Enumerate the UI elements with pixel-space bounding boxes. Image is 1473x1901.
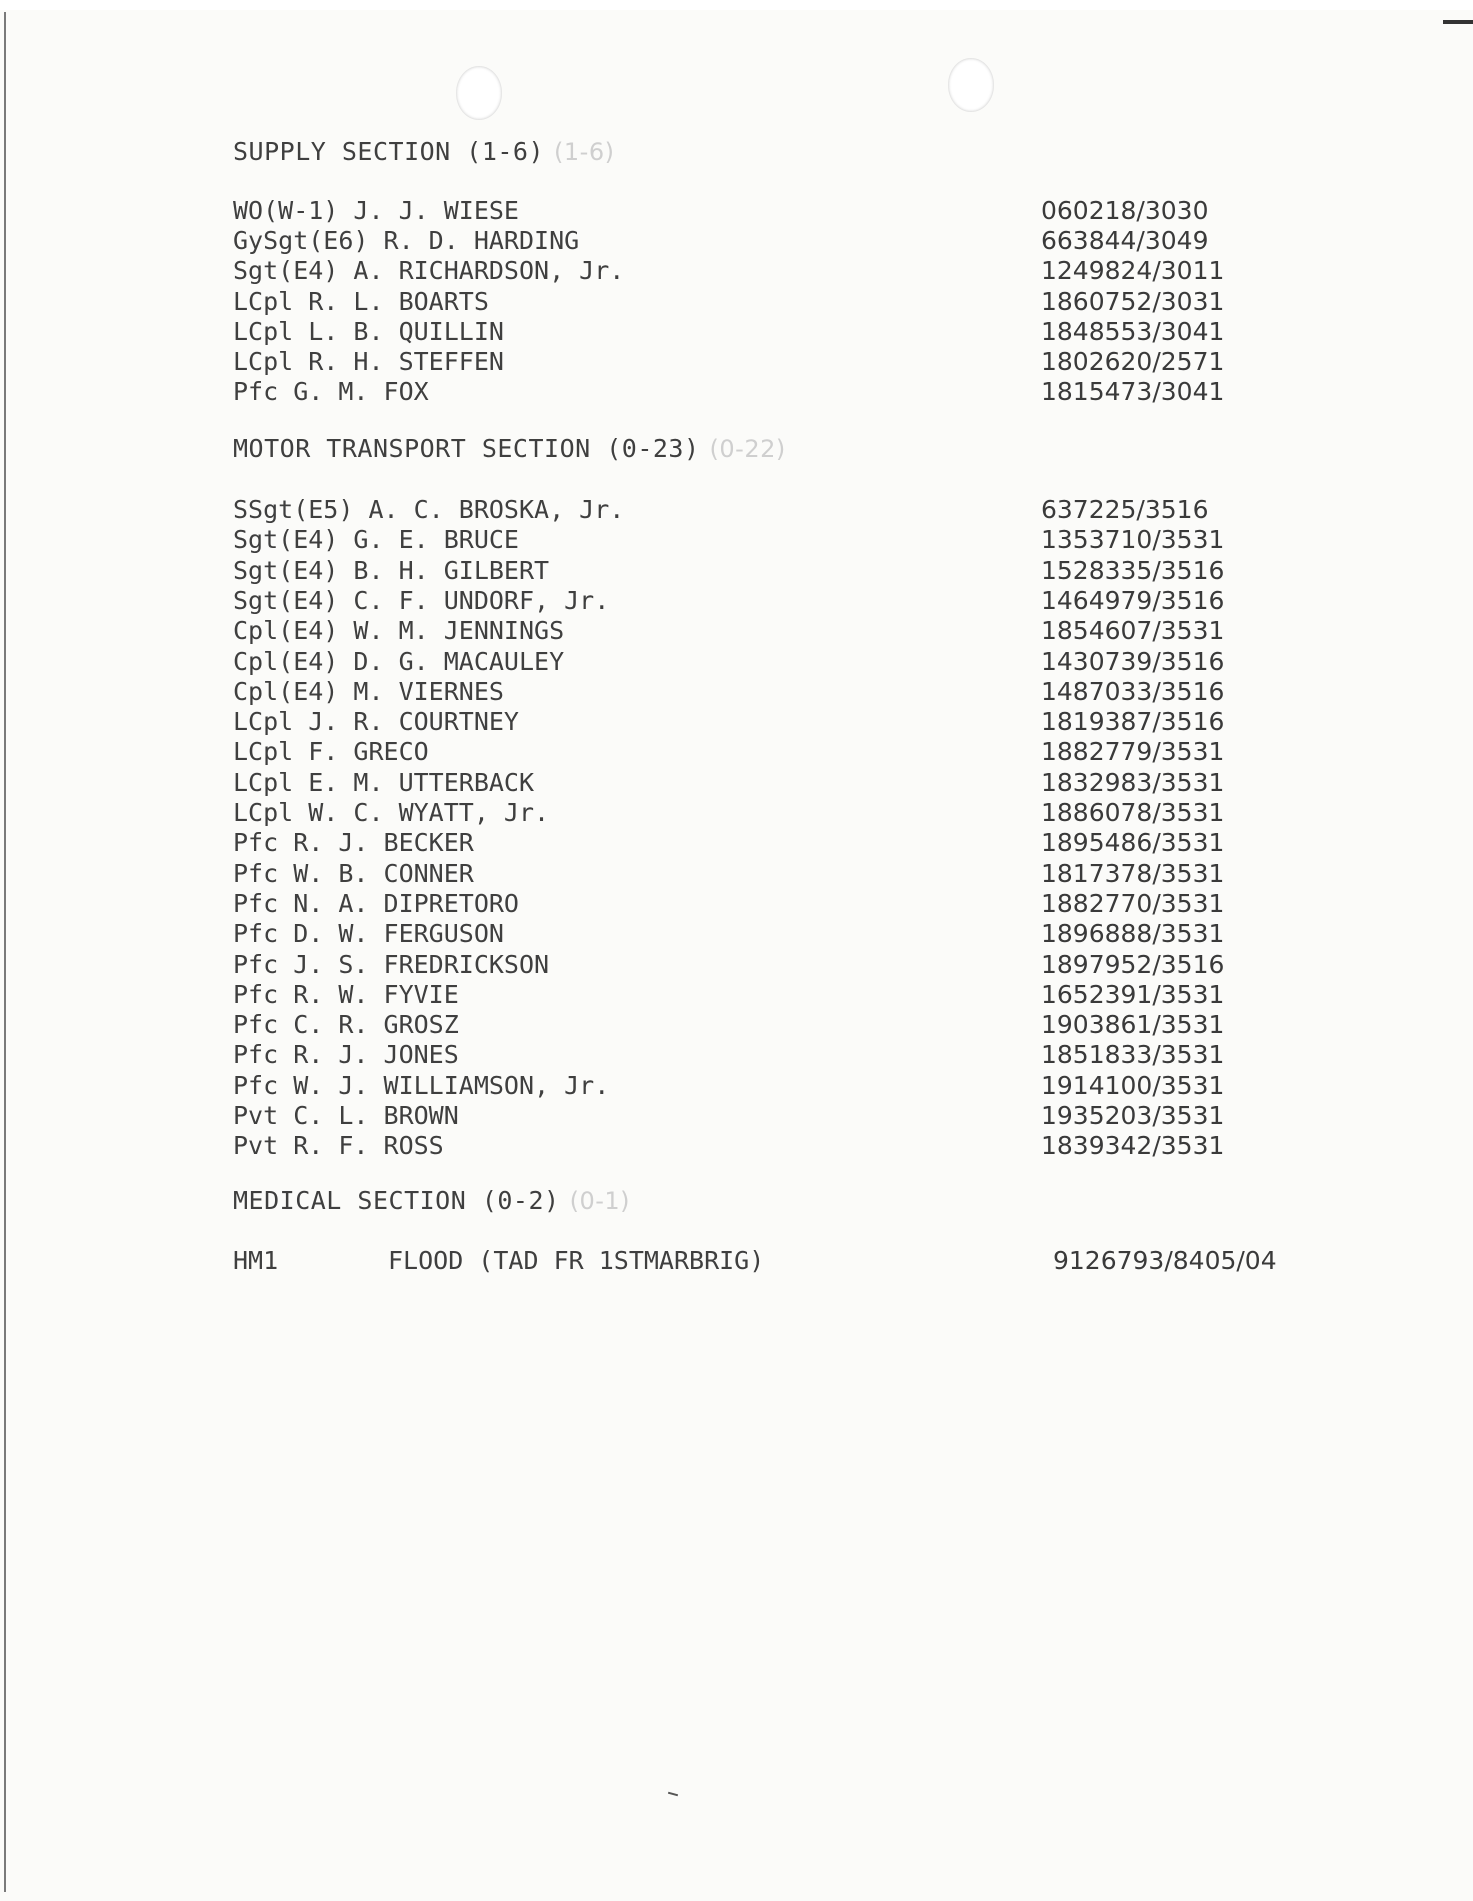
roster-name: Pfc R. J. BECKER	[233, 828, 474, 858]
medical-rank: HM1	[233, 1246, 279, 1275]
roster-name: Pfc N. A. DIPRETORO	[233, 888, 519, 918]
roster-row	[233, 768, 1253, 798]
roster-row	[233, 919, 1253, 949]
roster-name: Sgt(E4) B. H. GILBERT	[233, 555, 550, 585]
roster-serial-number: 1914100/3531	[1041, 1070, 1225, 1100]
roster-serial-number: 1839342/3531	[1041, 1131, 1225, 1161]
roster-name: Pfc J. S. FREDRICKSON	[233, 949, 550, 979]
medical-section-pencil-note: (0-1)	[569, 1187, 631, 1215]
page-left-edge	[4, 12, 6, 1892]
roster-serial-number: 1832983/3531	[1041, 767, 1225, 797]
roster-name: Pfc R. W. FYVIE	[233, 979, 459, 1009]
roster-serial-number: 1815473/3041	[1041, 377, 1225, 407]
roster-serial-number: 1851833/3531	[1041, 1040, 1225, 1070]
roster-serial-number: 1430739/3516	[1041, 646, 1225, 676]
roster-row	[233, 828, 1253, 858]
roster-serial-number: 1886078/3531	[1041, 798, 1225, 827]
roster-row	[233, 707, 1253, 737]
roster-serial-number: 1895486/3531	[1041, 828, 1225, 858]
roster-name: Pfc W. B. CONNER	[233, 858, 474, 888]
punch-hole-right	[948, 58, 994, 112]
roster-row	[233, 798, 1253, 828]
supply-section-title-text: SUPPLY SECTION (1-6)	[233, 137, 545, 166]
roster-name: Cpl(E4) M. VIERNES	[233, 676, 504, 706]
roster-row	[233, 196, 1253, 226]
roster-row	[233, 256, 1253, 286]
punch-hole-left	[456, 66, 502, 120]
roster-row	[233, 1040, 1253, 1070]
roster-name: LCpl R. L. BOARTS	[233, 286, 489, 316]
roster-row	[233, 677, 1253, 707]
roster-serial-number: 1652391/3531	[1041, 979, 1225, 1009]
page-top-edge	[0, 0, 1473, 10]
roster-row	[233, 226, 1253, 256]
roster-serial-number: 1903861/3531	[1041, 1010, 1225, 1040]
roster-serial-number: 1817378/3531	[1041, 858, 1225, 888]
roster-row	[233, 1010, 1253, 1040]
medical-entry: FLOOD (TAD FR 1STMARBRIG)	[388, 1246, 765, 1275]
roster-name: SSgt(E5) A. C. BROSKA, Jr.	[233, 495, 625, 524]
roster-serial-number: 1819387/3516	[1041, 707, 1225, 737]
roster-name: LCpl F. GRECO	[233, 737, 429, 767]
supply-section-title	[233, 137, 614, 166]
roster-serial-number: 1854607/3531	[1041, 616, 1225, 646]
medical-row	[233, 1246, 1277, 1276]
roster-row	[233, 347, 1253, 377]
motor-section-title	[233, 434, 786, 463]
roster-serial-number: 1882770/3531	[1041, 888, 1225, 918]
roster-name: Pfc G. M. FOX	[233, 377, 429, 407]
roster-serial-number: 1528335/3516	[1041, 555, 1225, 585]
roster-serial-number: 1249824/3011	[1041, 256, 1225, 286]
roster-name: LCpl E. M. UTTERBACK	[233, 767, 535, 797]
roster-row	[233, 1071, 1253, 1101]
roster-row	[233, 616, 1253, 646]
roster-name: GySgt(E6) R. D. HARDING	[233, 226, 580, 256]
roster-row	[233, 889, 1253, 919]
roster-serial-number: 1802620/2571	[1041, 347, 1225, 376]
roster-row	[233, 586, 1253, 616]
roster-row	[233, 647, 1253, 677]
roster-name: Sgt(E4) A. RICHARDSON, Jr.	[233, 256, 625, 286]
roster-name: Pfc W. J. WILLIAMSON, Jr.	[233, 1070, 610, 1100]
roster-row	[233, 737, 1253, 767]
roster-serial-number: 1860752/3031	[1041, 286, 1225, 316]
roster-serial-number: 1487033/3516	[1041, 676, 1225, 706]
medical-section-title	[233, 1186, 630, 1215]
roster-name: Sgt(E4) C. F. UNDORF, Jr.	[233, 585, 610, 615]
roster-row	[233, 525, 1253, 555]
roster-row	[233, 495, 1253, 525]
roster-serial-number: 060218/3030	[1041, 196, 1209, 225]
motor-section-title-text: MOTOR TRANSPORT SECTION (0-23)	[233, 434, 700, 463]
roster-row	[233, 980, 1253, 1010]
medical-section-title-text: MEDICAL SECTION (0-2)	[233, 1186, 560, 1215]
corner-mark	[1443, 20, 1473, 24]
roster-serial-number: 637225/3516	[1041, 495, 1209, 524]
roster-serial-number: 1897952/3516	[1041, 949, 1225, 979]
roster-name: LCpl W. C. WYATT, Jr.	[233, 798, 550, 827]
roster-serial-number: 1935203/3531	[1041, 1101, 1225, 1130]
roster-name: Cpl(E4) D. G. MACAULEY	[233, 646, 565, 676]
roster-name: Pfc R. J. JONES	[233, 1040, 459, 1070]
roster-serial-number: 1353710/3531	[1041, 525, 1225, 555]
roster-name: Pvt R. F. ROSS	[233, 1131, 444, 1161]
roster-serial-number: 1896888/3531	[1041, 919, 1225, 949]
supply-section-pencil-note: (1-6)	[554, 138, 615, 166]
roster-name: LCpl J. R. COURTNEY	[233, 707, 519, 737]
roster-row	[233, 287, 1253, 317]
medical-serial: 9126793/8405/04	[1053, 1246, 1277, 1275]
roster-serial-number: 1882779/3531	[1041, 737, 1225, 767]
roster-row	[233, 1131, 1253, 1161]
roster-serial-number: 663844/3049	[1041, 226, 1209, 256]
roster-serial-number: 1848553/3041	[1041, 316, 1225, 346]
roster-row	[233, 317, 1253, 347]
roster-name: Pvt C. L. BROWN	[233, 1101, 459, 1130]
roster-row	[233, 950, 1253, 980]
roster-row	[233, 556, 1253, 586]
roster-serial-number: 1464979/3516	[1041, 585, 1225, 615]
motor-section-pencil-note: (0-22)	[709, 435, 786, 463]
roster-name: Pfc C. R. GROSZ	[233, 1010, 459, 1040]
roster-name: Pfc D. W. FERGUSON	[233, 919, 504, 949]
stray-mark	[668, 1792, 678, 1797]
roster-name: Cpl(E4) W. M. JENNINGS	[233, 616, 565, 646]
roster-name: WO(W-1) J. J. WIESE	[233, 196, 519, 225]
roster-name: LCpl L. B. QUILLIN	[233, 316, 504, 346]
roster-row	[233, 1101, 1253, 1131]
roster-name: LCpl R. H. STEFFEN	[233, 347, 504, 376]
roster-name: Sgt(E4) G. E. BRUCE	[233, 525, 519, 555]
roster-row	[233, 859, 1253, 889]
roster-row	[233, 377, 1253, 407]
